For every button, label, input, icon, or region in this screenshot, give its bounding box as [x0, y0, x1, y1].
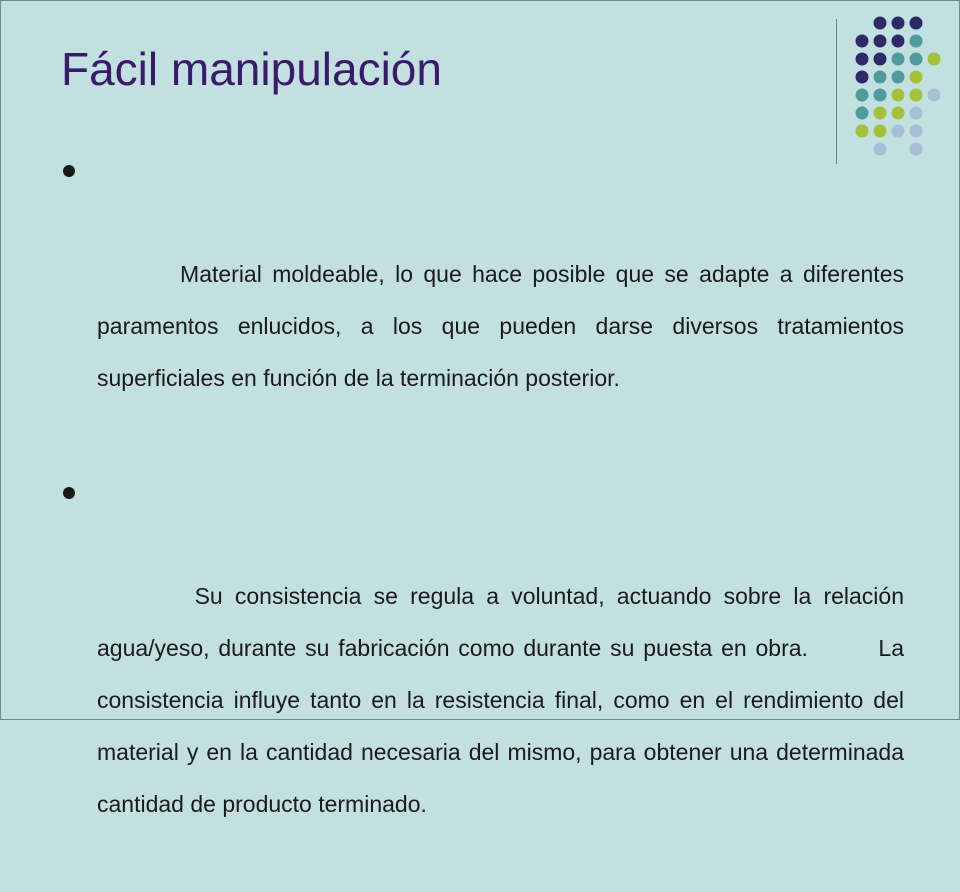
decorative-dot [874, 71, 887, 84]
bullet-text: Material moldeable, lo que hace posible que se adapte a diferentes paramentos enlucidos, a los que pueden darse diversos tratamientos superficiales en función de la terminación posterior. [97, 261, 911, 391]
slide-content [61, 144, 917, 892]
decorative-dot [856, 89, 869, 102]
decorative-dot [892, 35, 905, 48]
decorative-dot [892, 53, 905, 66]
decorative-dot [892, 17, 905, 30]
decorative-dot [910, 17, 923, 30]
decorative-vertical-line [836, 19, 837, 164]
bullet-dot-icon [63, 165, 75, 177]
decorative-dot [874, 107, 887, 120]
decorative-dot [856, 107, 869, 120]
bullet-text: Su consistencia se regula a voluntad, actuando sobre la relación agua/yeso, durante su fabricación como durante su puesta en obra. La consistencia influye tanto en la resistencia final, como en el rendimiento del material y en la cantidad necesaria del mismo, para obtener una determinada cantidad de producto terminado. [97, 583, 917, 817]
decorative-dot [856, 35, 869, 48]
decorative-dot [928, 53, 941, 66]
slide-title: Fácil manipulación [61, 43, 442, 95]
decorative-dot [874, 53, 887, 66]
decorative-dot [910, 89, 923, 102]
bullet-list [61, 144, 917, 882]
decorative-dot [910, 71, 923, 84]
decorative-dot [910, 107, 923, 120]
decorative-dot [892, 125, 905, 138]
decorative-dot [910, 53, 923, 66]
decorative-dot [856, 53, 869, 66]
decorative-dot [892, 71, 905, 84]
decorative-dot [910, 143, 923, 156]
decorative-dot [910, 35, 923, 48]
decorative-dot [928, 89, 941, 102]
bullet-dot-icon [63, 487, 75, 499]
decorative-dot [910, 125, 923, 138]
decorative-dot [892, 107, 905, 120]
decorative-dot [856, 125, 869, 138]
decorative-dot [874, 89, 887, 102]
decorative-dot [874, 35, 887, 48]
decorative-dot [856, 71, 869, 84]
decorative-dot [892, 89, 905, 102]
bullet-item [61, 466, 917, 882]
decorative-dot [874, 17, 887, 30]
bullet-item [61, 144, 911, 456]
decorative-dot [874, 125, 887, 138]
